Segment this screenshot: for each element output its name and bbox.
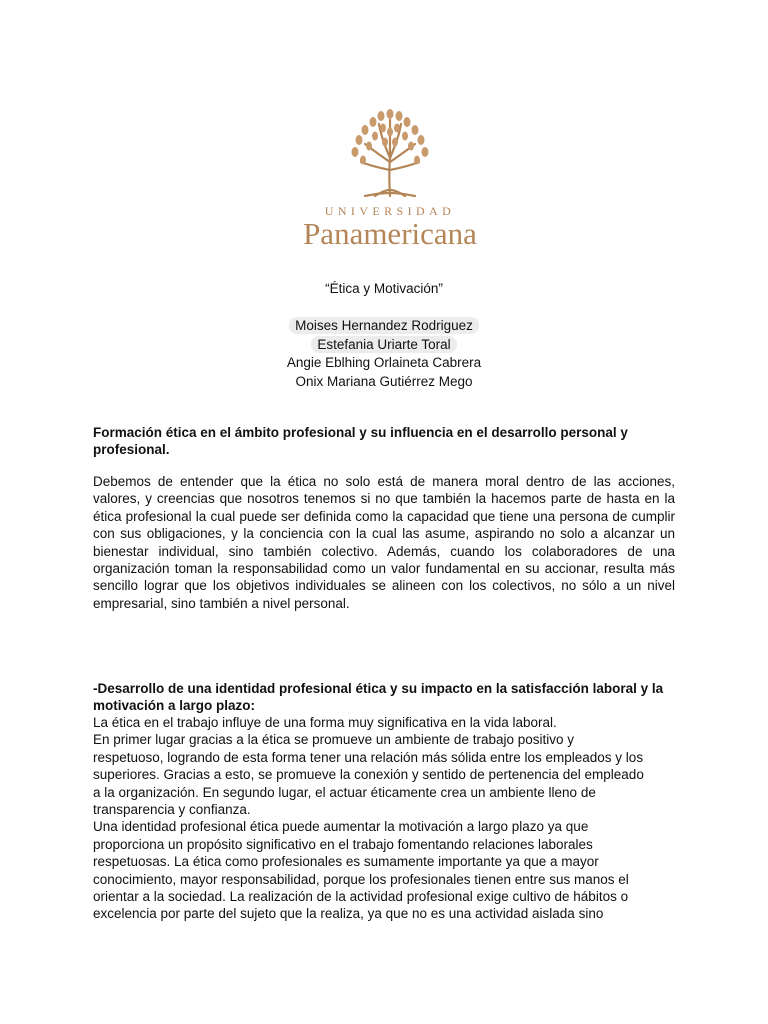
author-name: Moises Hernandez Rodriguez <box>0 317 768 336</box>
section-2-heading: -Desarrollo de una identidad profesional ética y su impacto en la satisfacción laboral y la motivación a largo plazo: <box>93 681 664 714</box>
logo-line-universidad: UNIVERSIDAD <box>324 204 456 218</box>
author-name: Estefania Uriarte Toral <box>0 336 768 355</box>
body-line: Una identidad profesional ética puede aumentar la motivación a largo plazo ya que <box>93 819 589 835</box>
section-1-body: Debemos de entender que la ética no solo está de manera moral dentro de las acciones, valores, y creencias que nosotros tenemos si no que también la hacemos parte de hasta en la ética profesional la cual puede ser definida como la capacidad que tiene una persona de cumplir con sus obligaciones, y la conciencia con la cual las asume, aspirando no solo a alcanzar un bienestar individual, sino también colectivo. Además, cuando los colaboradores de una organización toman la responsabilidad como un valor fundamental en su accionar, resulta más sencillo lograr que los objetivos individuales se alineen con los colectivos, no sólo a un nivel empresarial, sino también a nivel personal. <box>93 474 675 611</box>
university-logo <box>268 100 512 260</box>
section-2-body <box>93 714 675 923</box>
body-line: respetuoso, logrando de esta forma tener una relación más sólida entre los empleados y los <box>93 749 644 765</box>
body-line: a la organización. En segundo lugar, el actuar éticamente crea un ambiente lleno de <box>93 784 596 800</box>
body-line: respetuosas. La ética como profesionales es sumamente importante ya que a mayor <box>93 854 599 870</box>
tree-icon <box>335 100 445 200</box>
body-line: La ética en el trabajo influye de una forma muy significativa en la vida laboral. <box>93 715 557 730</box>
body-line: orientar a la sociedad. La realización de la actividad profesional exige cultivo de hábitos o <box>93 889 629 905</box>
body-line: conocimiento, mayor responsabilidad, porque los profesionales tienen entre sus manos el <box>93 871 629 887</box>
document-title: “Ética y Motivación” <box>325 281 443 296</box>
body-line: superiores. Gracias a esto, se promueve la conexión y sentido de pertenencia del empleado <box>93 767 644 783</box>
body-line: excelencia por parte del sujeto que la realiza, ya que no es una actividad aislada sino <box>93 906 604 922</box>
body-line: transparencia y confianza. <box>93 802 251 818</box>
body-line: proporciona un propósito significativo en el trabajo fomentando relaciones laborales <box>93 836 593 852</box>
author-list <box>0 317 768 391</box>
author-name: Angie Eblhing Orlaineta Cabrera <box>286 355 482 370</box>
section-1-heading: Formación ética en el ámbito profesional y su influencia en el desarrollo personal y profesional. <box>93 425 628 458</box>
author-name: Onix Mariana Gutiérrez Mego <box>295 373 473 389</box>
logo-line-panamericana: Panamericana <box>303 216 477 251</box>
body-line: En primer lugar gracias a la ética se promueve un ambiente de trabajo positivo y <box>93 732 575 748</box>
